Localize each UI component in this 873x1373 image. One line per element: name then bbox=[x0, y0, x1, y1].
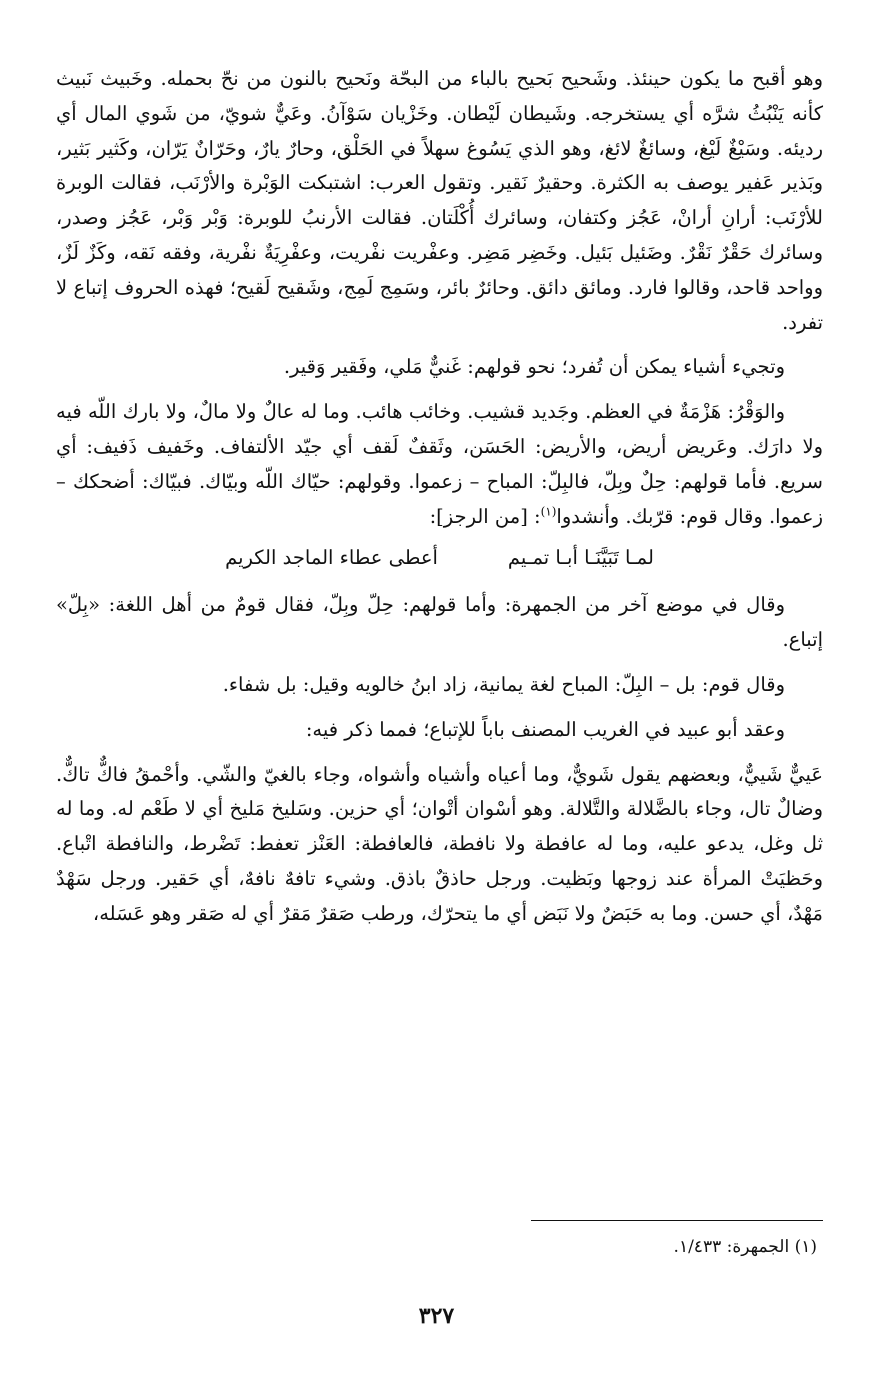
body-text bbox=[56, 62, 823, 932]
verse-first-hemistich: لمـا تَبَيَّنَـا أبـا تمـيم bbox=[507, 546, 654, 570]
paragraph-3-text: والوَقْرُ: هَزْمَةٌ في العظم. وجَديد قشيب. وخائب هائب. وما له عالٌ ولا مالٌ، ولا بارك اللّه فيه ولا دارَك. وعَريض أريض، والأريض: الحَسَن، وثَقفٌ لَقف أي جيّد الألتفاف. وخَفيف ذَفيف: أي سريع. فأما قولهم: حِلٌ وبِلّ، فالبِلّ: المباح – زعموا. وقولهم: حيّاك اللّه وبيّاك. فبيّاك: أضحكك – زعموا. وقال قوم: قرّبك. وأنشدوا bbox=[56, 400, 823, 528]
paragraph-7: عَييٌّ شَييٌّ، وبعضهم يقول شَويٌّ، وما أعياه وأشياه وأشواه، وجاء بالغيّ والشّي. وأحْمقُ فاكٌّ تاكٌّ. وضالٌ تال، وجاء بالضَّلالة والتَّلالة. وهو أسْوان أتْوان؛ أي حزين. وسَليخ مَليخ أي لا طَعْم له. وما له ثل وغل، يدعو عليه، وما له عافطة ولا نافطة، فالعافطة: العَنْز تعفط: تَضْرط، والنافطة اتْباع. وحَظيَتْ المرأة عند زوجها وبَظيت. ورجل حاذقٌ باذق. وشيء تافهٌ نافهٌ، أي حَقير. ورجل سَهْدٌ مَهْدٌ، أي حسن. وما به حَبَضٌ ولا نَبَض أي ما يتحرّك، ورطب صَقرٌ مَقرٌ أي له صَقر وهو عَسَله، bbox=[56, 762, 823, 925]
paragraph-6: وعقد أبو عبيد في الغريب المصنف باباً للإتباع؛ فمما ذكر فيه: bbox=[305, 717, 785, 741]
footnote: (١) الجمهرة: ١/٤٣٣. bbox=[673, 1237, 817, 1257]
paragraph-5: وقال قوم: بل – البِلّ: المباح لغة يمانية، زاد ابنُ خالويه وقيل: بل شفاء. bbox=[222, 672, 785, 696]
footnote-separator bbox=[531, 1220, 823, 1221]
footnote-reference[interactable]: (١) bbox=[540, 504, 557, 519]
paragraph-4: وقال في موضع آخر من الجمهرة: وأما قولهم: حِلّ وبِلّ، فقال قومٌ من أهل اللغة: «بِلّ» إتباع. bbox=[56, 593, 823, 652]
paragraph-3-tail: : [من الرجز]: bbox=[429, 504, 541, 528]
paragraph-1: وهو أقبح ما يكون حينئذ. وشَحيح بَحيح بالباء من البحّة ونَحيح بالنون من نحّ بحمله. وخَبيث نَبيث كأنه يَنْبُثُ شرَّه أي يستخرجه. وشَيطان لَيْطان. وخَزْيان سَوْآنُ. وعَيٌّ شويّ، من شَوي المال أي رديئه. وسَيْغٌ لَيْغ، وسائغٌ لائغ، وهو الذي يَسُوغ سهلاً في الحَلْق، وحارٌ يارٌ، وحَرّانٌ يَرّان، وكَثير بَثير، وبَذير عَفير يوصف به الكثرة. وحقيرٌ نَقير. وتقول العرب: اشتبكت الوَبْرة والأرْنَب، فقالت الوبرة للأرْنَب: أرانِ أرانْ، عَجُز وكتفان، وسائرك أُكْلَتان. فقالت الأرنبُ للوبرة: وَبْر وَبْر، عَجُز وصدر، وسائرك حَقْرٌ نَقْرٌ. وضَئيل بَئيل. وخَضِر مَضِر. وعفْريت نفْريت، وعفْرِيَةٌ نفْرية، وفقه نَقه، وكَزٌ لَزٌ، وواحد قاحد، وقالوا فارد. ومائق دائق. وحائرٌ بائر، وسَمِج لَمِج، وشَقيح لَقيح؛ فهذه الحروف إتباع لا تفرد. bbox=[56, 67, 823, 334]
verse-second-hemistich: أعطى عطاء الماجد الكريم bbox=[225, 546, 438, 570]
paragraph-3 bbox=[56, 395, 823, 534]
verse-line bbox=[56, 538, 823, 578]
paragraph-2: وتجيء أشياء يمكن أن تُفرد؛ نحو قولهم: غَنيٌّ مَلي، وفَقير وَقير. bbox=[283, 355, 785, 379]
page-number: ٣٢٧ bbox=[418, 1303, 455, 1329]
